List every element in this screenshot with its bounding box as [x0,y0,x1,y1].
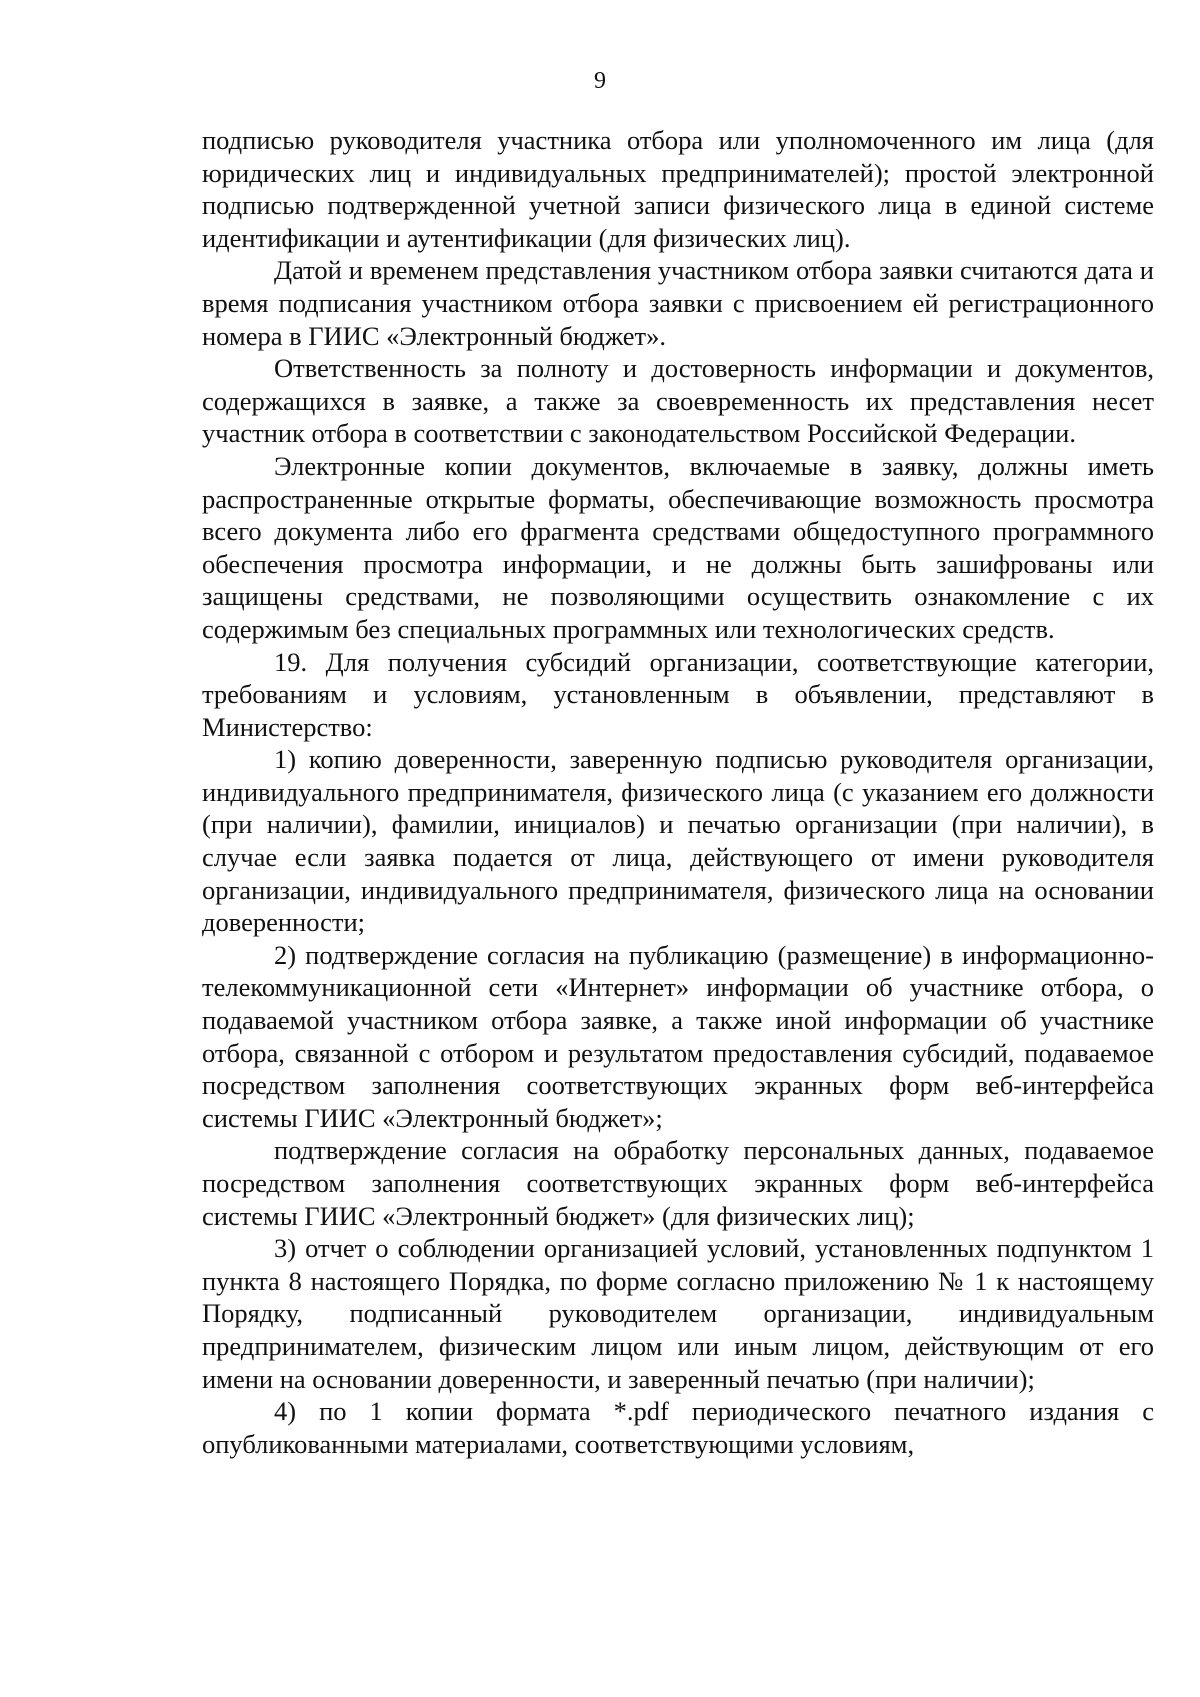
paragraph-personal-data-consent: подтверждение согласия на обработку персональных данных, подаваемое посредством заполнения соответствующих экранных форм веб-интерфейса системы ГИИС «Электронный бюджет» (для физических лиц); [202,1135,1154,1231]
paragraph-electronic-copies: Электронные копии документов, включаемые в заявку, должны иметь распространенные открытые форматы, обеспечивающие возможность просмотра всего документа либо его фрагмента средствами общедоступного программного обеспечения просмотра информации, и не должны быть зашифрованы или защищены средствами, не позволяющими осуществить ознакомление с их содержимым без специальных программных или технологических средств. [202,450,1154,644]
document-body [202,124,1154,1460]
paragraph-subitem-1: 1) копию доверенности, заверенную подписью руководителя организации, индивидуального предпринимателя, физического лица (с указанием его должности (при наличии), фамилии, инициалов) и печатью организации (при наличии), в случае если заявка подается от лица, действующего от имени руководителя организации, индивидуального предпринимателя, физического лица на основании доверенности; [202,744,1154,938]
page-number: 9 [594,68,606,94]
paragraph-item-19: 19. Для получения субсидий организации, соответствующие категории, требованиям и условиям, установленным в объявлении, представляют в Министерство: [202,646,1154,742]
paragraph-subitem-4: 4) по 1 копии формата *.pdf периодического печатного издания с опубликованными материалами, соответствующими условиям, [202,1396,1154,1459]
paragraph-subitem-3: 3) отчет о соблюдении организацией условий, установленных подпунктом 1 пункта 8 настоящего Порядка, по форме согласно приложению № 1 к настоящему Порядку, подписанный руководителем организации, индивидуальным предпринимателем, физическим лицом или иным лицом, действующим от его имени на основании доверенности, и заверенный печатью (при наличии); [202,1233,1154,1394]
paragraph-responsibility: Ответственность за полноту и достоверность информации и документов, содержащихся в заявке, а также за своевременность их представления несет участник отбора в соответствии с законодательством Российской Федерации. [202,353,1154,449]
paragraph-submission-date: Датой и временем представления участником отбора заявки считаются дата и время подписания участником отбора заявки с присвоением ей регистрационного номера в ГИИС «Электронный бюджет». [202,255,1154,351]
paragraph-signature-continuation: подписью руководителя участника отбора или уполномоченного им лица (для юридических лиц и индивидуальных предпринимателей); простой электронной подписью подтвержденной учетной записи физического лица в единой системе идентификации и аутентификации (для физических лиц). [202,125,1154,253]
paragraph-subitem-2: 2) подтверждение согласия на публикацию (размещение) в информационно-телекоммуникационной сети «Интернет» информации об участнике отбора, о подаваемой участником отбора заявке, а также иной информации об участнике отбора, связанной с отбором и результатом предоставления субсидий, подаваемое посредством заполнения соответствующих экранных форм веб-интерфейса системы ГИИС «Электронный бюджет»; [202,939,1154,1133]
